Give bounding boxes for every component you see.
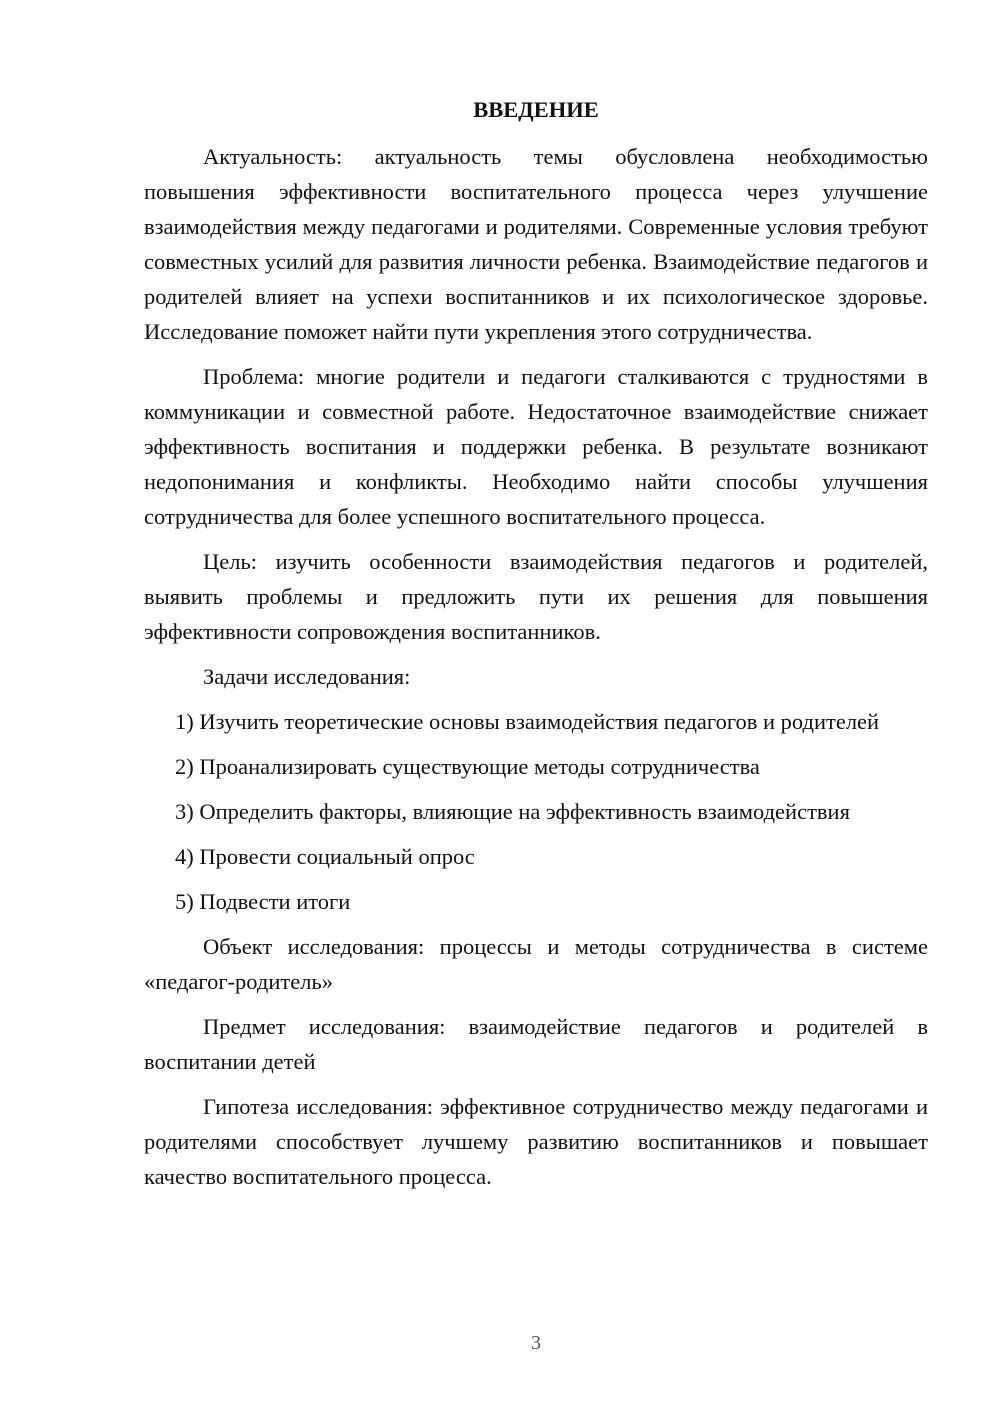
- task-item: 4) Провести социальный опрос: [175, 844, 475, 869]
- hypothesis-paragraph: Гипотеза исследования: эффективное сотрудничество между педагогами и родителями способствует лучшему развитию воспитанников и повышает качество воспитательного процесса.: [144, 1094, 928, 1189]
- relevance-paragraph: Актуальность: актуальность темы обусловлена необходимостью повышения эффективности воспитательного процесса через улучшение взаимодействия между педагогами и родителями. Современные условия требуют совместных усилий для развития личности ребенка. Взаимодействие педагогов и родителей влияет на успехи воспитанников и их психологическое здоровье. Исследование поможет найти пути укрепления этого сотрудничества.: [144, 144, 928, 344]
- tasks-list: [144, 704, 928, 919]
- task-item: 3) Определить факторы, влияющие на эффективность взаимодействия: [175, 799, 850, 824]
- problem-paragraph: Проблема: многие родители и педагоги сталкиваются с трудностями в коммуникации и совместной работе. Недостаточное взаимодействие снижает эффективность воспитания и поддержки ребенка. В результате возникают недопонимания и конфликты. Необходимо найти способы улучшения сотрудничества для более успешного воспитательного процесса.: [144, 364, 928, 529]
- page-number: 3: [531, 1332, 541, 1354]
- task-item: 5) Подвести итоги: [175, 889, 351, 914]
- task-item: 2) Проанализировать существующие методы сотрудничества: [175, 754, 760, 779]
- tasks-title: Задачи исследования:: [203, 664, 411, 689]
- object-paragraph: Объект исследования: процессы и методы сотрудничества в системе «педагог-родитель»: [144, 934, 928, 994]
- task-item: 1) Изучить теоретические основы взаимодействия педагогов и родителей: [175, 709, 880, 734]
- section-heading: ВВЕДЕНИЕ: [473, 97, 599, 122]
- subject-paragraph: Предмет исследования: взаимодействие педагогов и родителей в воспитании детей: [144, 1014, 928, 1074]
- goal-paragraph: Цель: изучить особенности взаимодействия педагогов и родителей, выявить проблемы и предложить пути их решения для повышения эффективности сопровождения воспитанников.: [144, 549, 928, 644]
